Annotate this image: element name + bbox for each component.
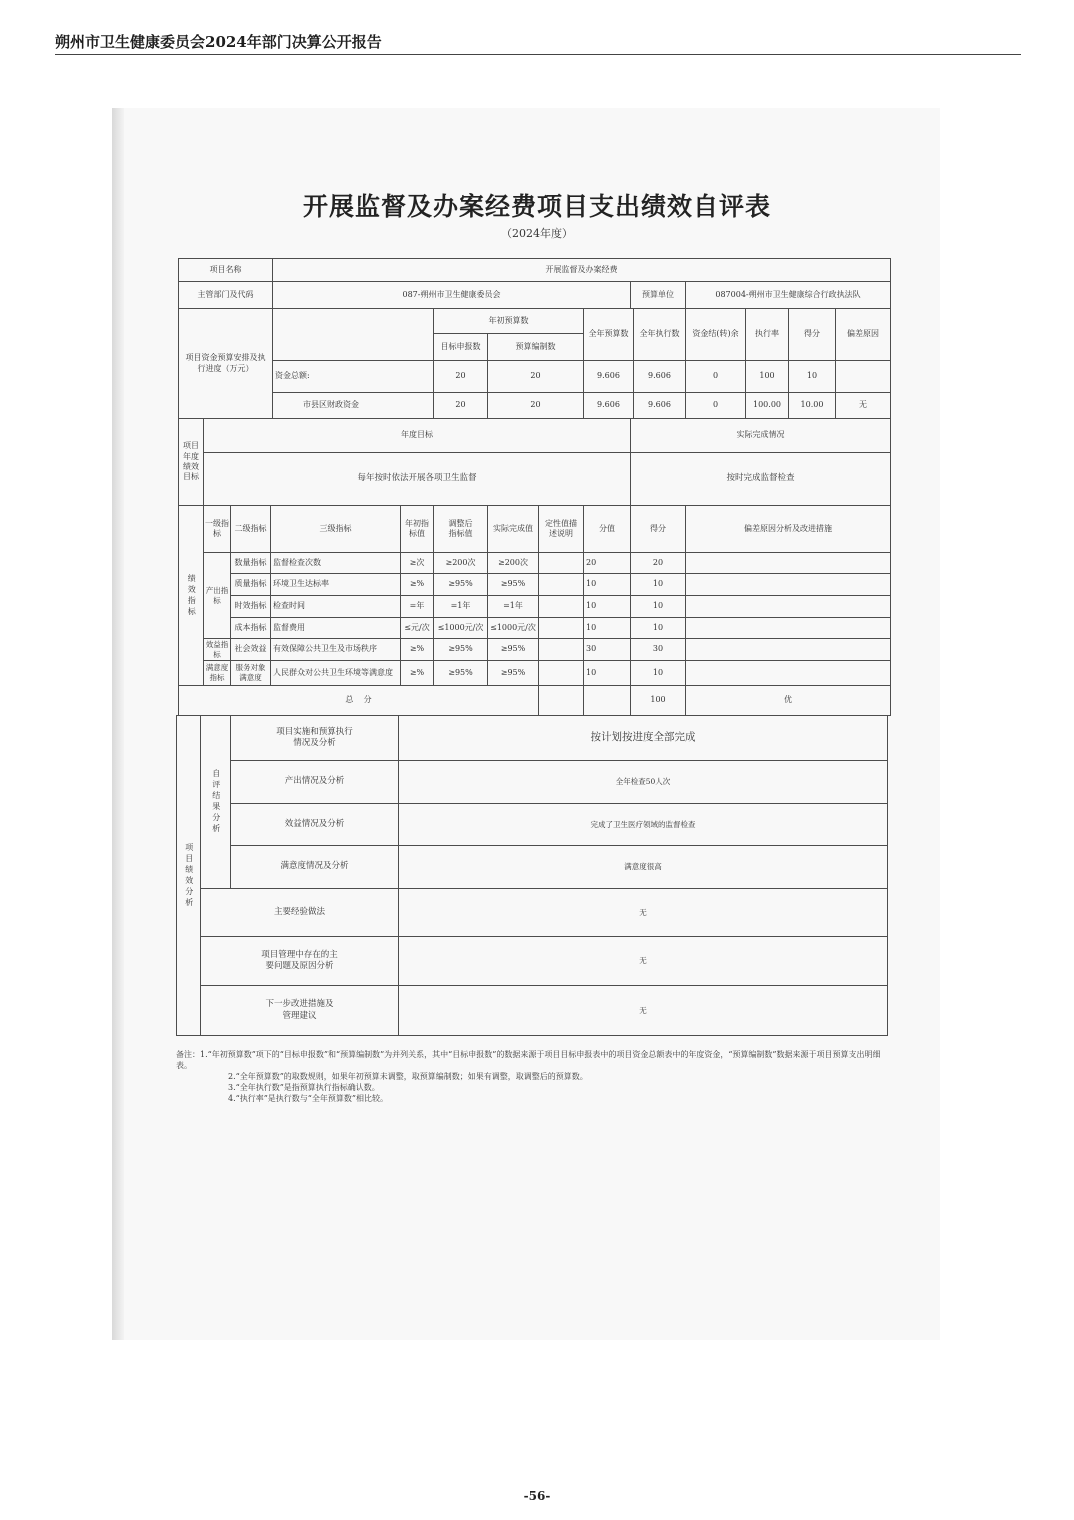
indicator-row-qualitative <box>538 617 584 639</box>
fund-total-declared: 20 <box>433 360 488 393</box>
indicator-row-qualitative <box>538 573 584 596</box>
deviation-header: 偏差原因 <box>835 308 891 361</box>
indicator-row-adjusted: ≥95% <box>433 638 488 661</box>
level1-output <box>203 552 231 639</box>
scan-edge-shadow <box>112 108 124 1340</box>
fund-total-annual-budget: 9.606 <box>583 360 634 393</box>
indicator-row-level3: 监督费用 <box>270 617 401 639</box>
declared-header: 目标申报数 <box>433 333 488 361</box>
indicator-row-initial: ≥% <box>400 638 434 661</box>
initial-value-header <box>400 505 434 553</box>
fund-local-deviation: 无 <box>835 392 891 419</box>
budget-section-label-text: 项目资金预算安排及执行进度（万元） <box>185 353 266 373</box>
analysis-item: 效益情况及分析 <box>230 803 399 846</box>
experience-content: 无 <box>398 888 888 937</box>
indicator-row-weight: 10 <box>583 573 631 596</box>
fund-total-deviation <box>835 360 891 393</box>
indicator-row-analysis <box>685 595 891 618</box>
self-evaluation-label: 自评结果分析 <box>200 715 231 889</box>
annual-budget-header: 全年预算数 <box>583 308 634 361</box>
indicator-row-level2-text: 服务对象满意度 <box>235 663 266 682</box>
analysis-item-text: 项目实施和预算执行情况及分析 <box>276 726 353 748</box>
indicator-row-adjusted: ≤1000元/次 <box>433 617 488 639</box>
improvement-item-text: 下一步改进措施及管理建议 <box>265 999 334 1021</box>
indicator-row-level3: 人民群众对公共卫生环境等满意度 <box>270 660 401 686</box>
indicator-row-analysis <box>685 552 891 574</box>
header-rule <box>55 54 1021 55</box>
indicator-row-actual: ≥95% <box>487 638 539 661</box>
form-notes <box>176 1049 888 1104</box>
actual-value-header: 实际完成值 <box>487 505 539 553</box>
level1-output-text: 产出指标 <box>205 585 229 605</box>
indicator-row-adjusted: =1年 <box>433 595 488 618</box>
indicator-row-analysis <box>685 573 891 596</box>
indicators-section-label: 绩效指标 <box>178 505 204 686</box>
level1-satisfaction-text: 满意度指标 <box>205 663 229 682</box>
indicator-row-qualitative <box>538 595 584 618</box>
indicator-row-initial: ≥% <box>400 573 434 596</box>
indicator-row-score: 10 <box>630 617 686 639</box>
total-grade: 优 <box>685 685 891 716</box>
total-blank-weight <box>583 685 631 716</box>
improvement-content: 无 <box>398 985 888 1036</box>
qualitative-header-text: 定性值描述说明 <box>544 518 577 538</box>
budget-blank-header <box>272 308 434 361</box>
fund-local-compiled: 20 <box>487 392 584 419</box>
fund-total-balance: 0 <box>685 360 746 393</box>
level2-header: 二级指标 <box>230 505 271 553</box>
problems-item-text: 项目管理中存在的主要问题及原因分析 <box>261 949 338 971</box>
indicator-row-actual: ≥200次 <box>487 552 539 574</box>
budget-score-header: 得分 <box>788 308 836 361</box>
indicator-row-weight: 10 <box>583 595 631 618</box>
fund-total-name: 资金总额: <box>272 360 434 393</box>
initial-budget-header: 年初预算数 <box>433 308 584 334</box>
project-name-value: 开展监督及办案经费 <box>272 258 891 282</box>
indicator-row-initial: ≥次 <box>400 552 434 574</box>
level1-benefit-text: 效益指标 <box>205 639 229 659</box>
initial-value-header-text: 年初指标值 <box>404 518 429 538</box>
analysis-item: 满意度情况及分析 <box>230 845 399 889</box>
project-name-label: 项目名称 <box>178 258 273 282</box>
indicator-row-initial: ≥% <box>400 660 434 686</box>
fund-total-annual-execution: 9.606 <box>633 360 686 393</box>
total-blank-qualitative <box>538 685 584 716</box>
indicator-row-weight: 10 <box>583 617 631 639</box>
problems-content: 无 <box>398 936 888 986</box>
budget-unit-label: 预算单位 <box>630 281 686 309</box>
balance-header: 资金结(转)余 <box>685 308 746 361</box>
analysis-content: 按计划按进度全部完成 <box>398 715 888 761</box>
running-header: 朔州市卫生健康委员会2024年部门决算公开报告 <box>55 33 382 51</box>
indicator-row-analysis <box>685 638 891 661</box>
indicator-row-score: 30 <box>630 638 686 661</box>
level1-benefit <box>203 638 231 661</box>
indicator-row-weight: 10 <box>583 660 631 686</box>
indicator-row-level2: 数量指标 <box>230 552 271 574</box>
indicator-row-level3: 有效保障公共卫生及市场秩序 <box>270 638 401 661</box>
indicator-row-level2: 成本指标 <box>230 617 271 639</box>
indicator-row-level2: 社会效益 <box>230 638 271 661</box>
note-line: 3.“全年执行数”是指预算执行指标确认数。 <box>228 1083 380 1092</box>
indicator-row-qualitative <box>538 660 584 686</box>
fund-local-balance: 0 <box>685 392 746 419</box>
analysis-item: 产出情况及分析 <box>230 760 399 804</box>
budget-section-label <box>178 308 273 419</box>
indicator-score-header: 得分 <box>630 505 686 553</box>
indicator-row-analysis <box>685 660 891 686</box>
fund-local-annual-execution: 9.606 <box>633 392 686 419</box>
total-label: 总 分 <box>178 685 539 716</box>
indicator-row-qualitative <box>538 638 584 661</box>
actual-completion-header: 实际完成情况 <box>630 418 891 453</box>
indicator-row-analysis <box>685 617 891 639</box>
indicator-row-score: 20 <box>630 552 686 574</box>
indicator-row-adjusted: ≥95% <box>433 573 488 596</box>
indicator-row-initial: =年 <box>400 595 434 618</box>
form-title: 开展监督及办案经费项目支出绩效自评表 <box>302 192 771 221</box>
indicator-row-initial: ≤元/次 <box>400 617 434 639</box>
compiled-header: 预算编制数 <box>487 333 584 361</box>
qualitative-header <box>538 505 584 553</box>
indicator-row-actual: ≥95% <box>487 573 539 596</box>
level1-header-text: 一级指标 <box>204 518 229 538</box>
indicator-row-score: 10 <box>630 660 686 686</box>
level1-header <box>203 505 231 553</box>
indicator-row-level2 <box>230 660 271 686</box>
analysis-content: 完成了卫生医疗领域的监督检查 <box>398 803 888 846</box>
level3-header: 三级指标 <box>270 505 401 553</box>
note-line: 备注：1.“年初预算数”项下的“目标申报数”和“预算编制数”为并列关系，其中“目标申报数”的数据来源于项目目标申报表中的项目资金总额表中的年度资金，“预算编制数”数据来源于项目预算支出明细表。 <box>176 1050 881 1070</box>
actual-completion-value: 按时完成监督检查 <box>630 452 891 506</box>
annual-target-value: 每年按时依法开展各项卫生监督 <box>203 452 631 506</box>
note-line: 2.“全年预算数”的取数规则，如果年初预算未调整，取预算编制数；如果有调整，取调整后的预算数。 <box>228 1072 588 1081</box>
indicator-row-level3: 环境卫生达标率 <box>270 573 401 596</box>
performance-analysis-label: 项目绩效分析 <box>176 715 201 1036</box>
annual-goals-label-text: 项目年度绩效目标 <box>182 441 199 482</box>
indicator-row-actual: ≥95% <box>487 660 539 686</box>
problems-item <box>200 936 399 986</box>
form-year: （2024年度） <box>501 227 573 240</box>
indicator-row-actual: =1年 <box>487 595 539 618</box>
improvement-item <box>200 985 399 1036</box>
fund-total-compiled: 20 <box>487 360 584 393</box>
indicator-row-level2: 时效指标 <box>230 595 271 618</box>
fund-local-execution-rate: 100.00 <box>745 392 789 419</box>
analysis-item <box>230 715 399 761</box>
fund-local-declared: 20 <box>433 392 488 419</box>
indicator-row-level3: 监督检查次数 <box>270 552 401 574</box>
indicator-row-level2: 质量指标 <box>230 573 271 596</box>
analysis-content: 全年检查50人次 <box>398 760 888 804</box>
indicator-row-adjusted: ≥200次 <box>433 552 488 574</box>
indicator-row-weight: 20 <box>583 552 631 574</box>
level1-satisfaction <box>203 660 231 686</box>
note-line: 4.“执行率”是执行数与“全年预算数”相比较。 <box>228 1094 388 1103</box>
weight-header: 分值 <box>583 505 631 553</box>
budget-unit-value: 087004-朔州市卫生健康综合行政执法队 <box>685 281 891 309</box>
annual-target-header: 年度目标 <box>203 418 631 453</box>
adjusted-value-header <box>433 505 488 553</box>
indicator-row-level3: 检查时间 <box>270 595 401 618</box>
fund-local-score: 10.00 <box>788 392 836 419</box>
indicator-row-score: 10 <box>630 595 686 618</box>
fund-total-score: 10 <box>788 360 836 393</box>
total-score: 100 <box>630 685 686 716</box>
experience-item: 主要经验做法 <box>200 888 399 937</box>
indicator-row-adjusted: ≥95% <box>433 660 488 686</box>
indicator-row-weight: 30 <box>583 638 631 661</box>
fund-local-name: 市县区财政资金 <box>272 392 434 419</box>
deviation-analysis-header: 偏差原因分析及改进措施 <box>685 505 891 553</box>
annual-execution-header: 全年执行数 <box>633 308 686 361</box>
indicator-row-actual: ≤1000元/次 <box>487 617 539 639</box>
annual-goals-label <box>178 418 204 506</box>
fund-total-execution-rate: 100 <box>745 360 789 393</box>
department-value: 087-朔州市卫生健康委员会 <box>272 281 631 309</box>
indicator-row-qualitative <box>538 552 584 574</box>
execution-rate-header: 执行率 <box>745 308 789 361</box>
fund-local-annual-budget: 9.606 <box>583 392 634 419</box>
adjusted-value-header-text: 调整后指标值 <box>448 518 473 538</box>
page-number: -56- <box>523 1489 551 1503</box>
indicator-row-score: 10 <box>630 573 686 596</box>
department-label: 主管部门及代码 <box>178 281 273 309</box>
analysis-content: 满意度很高 <box>398 845 888 889</box>
